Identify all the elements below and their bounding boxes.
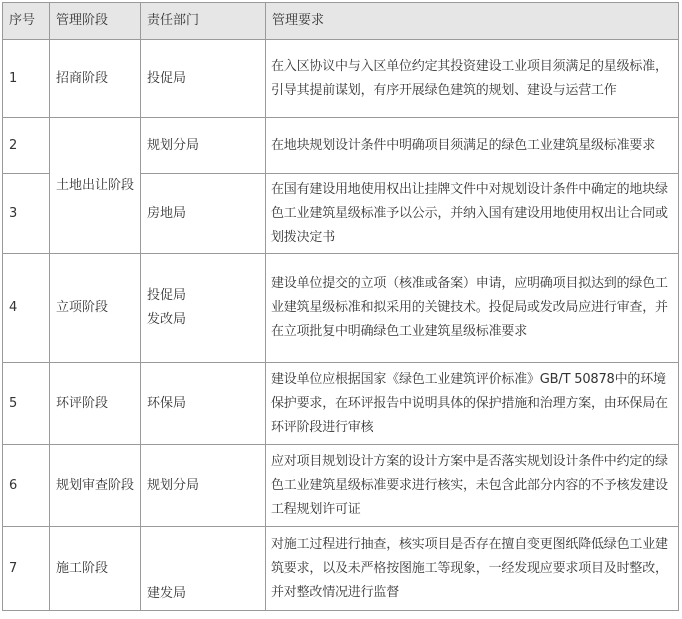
cell-stage: 立项阶段 xyxy=(50,254,141,363)
cell-requirement: 在国有建设用地使用权出让挂牌文件中对规划设计条件中确定的地块绿色工业建筑星级标准予以公示，并纳入国有建设用地使用权出让合同或划拨决定书 xyxy=(266,174,679,254)
cell-no: 1 xyxy=(3,40,50,118)
cell-requirement: 建设单位应根据国家《绿色工业建筑评价标准》GB/T 50878中的环境保护要求，在环评报告中说明具体的保护措施和治理方案，由环保局在环评阶段进行审核 xyxy=(266,363,679,445)
table-row xyxy=(3,118,679,174)
cell-no: 7 xyxy=(3,527,50,611)
header-stage: 管理阶段 xyxy=(50,3,141,40)
table-row xyxy=(3,254,679,363)
header-dept: 责任部门 xyxy=(141,3,266,40)
cell-requirement: 应对项目规划设计方案的设计方案中是否落实规划设计条件中约定的绿色工业建筑星级标准要求进行核实，未包含此部分内容的不予核发建设工程规划许可证 xyxy=(266,445,679,527)
cell-stage: 规划审查阶段 xyxy=(50,445,141,527)
cell-dept: 规划分局 xyxy=(141,445,266,527)
cell-requirement: 建设单位提交的立项（核准或备案）申请，应明确项目拟达到的绿色工业建筑星级标准和拟采用的关键技术。投促局或发改局应进行审查，并在立项批复中明确绿色工业建筑星级标准要求 xyxy=(266,254,679,363)
cell-dept: 建发局 xyxy=(141,527,266,611)
cell-stage: 环评阶段 xyxy=(50,363,141,445)
cell-no: 6 xyxy=(3,445,50,527)
cell-stage: 施工阶段 xyxy=(50,527,141,611)
cell-no: 5 xyxy=(3,363,50,445)
document-table-container xyxy=(0,2,682,619)
cell-dept: 投促局 xyxy=(141,40,266,118)
cell-stage: 土地出让阶段 xyxy=(50,118,141,254)
cell-dept: 环保局 xyxy=(141,363,266,445)
header-no: 序号 xyxy=(3,3,50,40)
cell-no: 4 xyxy=(3,254,50,363)
dept-line: 发改局 xyxy=(147,312,187,327)
table-row xyxy=(3,527,679,611)
cell-dept: 房地局 xyxy=(141,174,266,254)
table-row xyxy=(3,445,679,527)
table-row xyxy=(3,40,679,118)
table-row xyxy=(3,363,679,445)
management-requirements-table xyxy=(2,2,679,611)
cell-requirement: 在地块规划设计条件中明确项目须满足的绿色工业建筑星级标准要求 xyxy=(266,118,679,174)
cell-requirement: 对施工过程进行抽查，核实项目是否存在擅自变更图纸降低绿色工业建筑要求，以及未严格按图施工等现象，一经发现应要求项目及时整改，并对整改情况进行监督 xyxy=(266,527,679,611)
dept-line: 投促局 xyxy=(147,288,187,303)
cell-no: 3 xyxy=(3,174,50,254)
cell-dept: 规划分局 xyxy=(141,118,266,174)
cell-dept xyxy=(141,254,266,363)
cell-stage: 招商阶段 xyxy=(50,40,141,118)
cell-requirement: 在入区协议中与入区单位约定其投资建设工业项目须满足的星级标准，引导其提前谋划，有序开展绿色建筑的规划、建设与运营工作 xyxy=(266,40,679,118)
table-header-row xyxy=(3,3,679,40)
header-requirement: 管理要求 xyxy=(266,3,679,40)
cell-no: 2 xyxy=(3,118,50,174)
